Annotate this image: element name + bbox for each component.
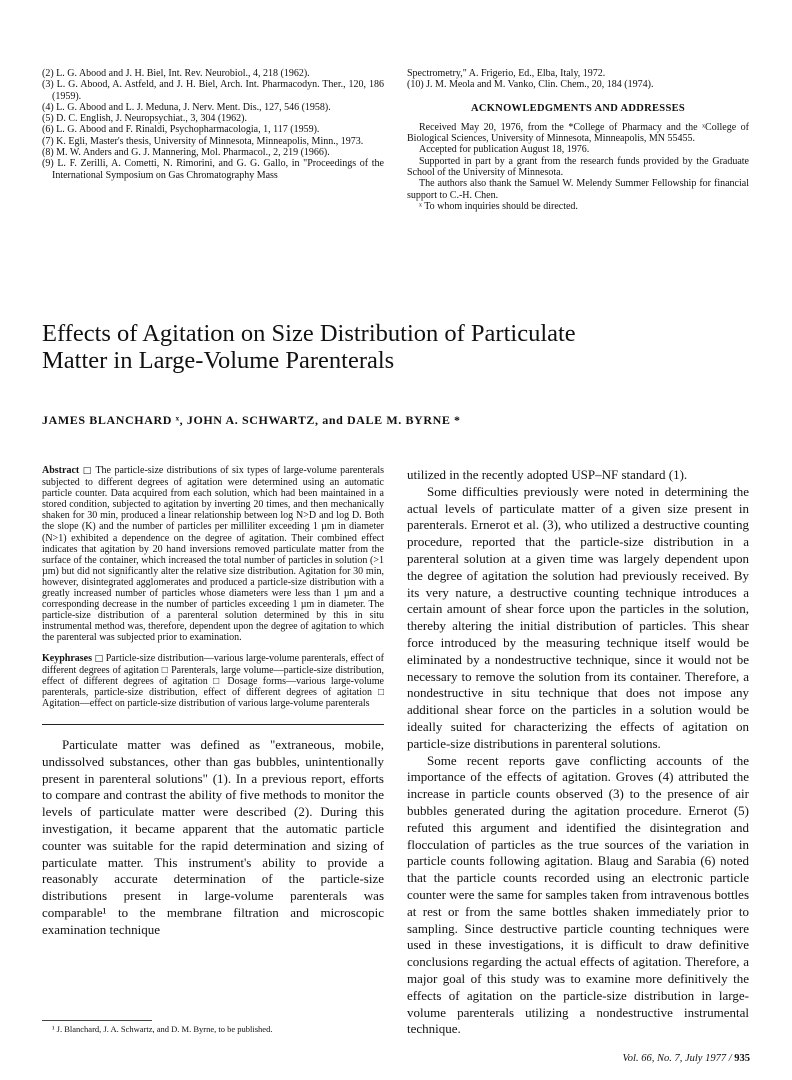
acknowledgment-paragraph: Supported in part by a grant from the research funds provided by the Graduate School of the University of Minnesota. [407, 155, 749, 179]
article-title: Effects of Agitation on Size Distribution of Particulate Matter in Large-Volume Parenterals [42, 320, 576, 374]
reference-item: (6) L. G. Abood and F. Rinaldi, Psychopharmacologia, 1, 117 (1959). [42, 124, 320, 136]
article-authors: JAMES BLANCHARD ˣ, JOHN A. SCHWARTZ, and DALE M. BYRNE * [42, 413, 461, 427]
body-paragraph: Particulate matter was defined as "extraneous, mobile, undissolved substances, other than gas bubbles, unintentionally present in parenteral solutions" (1). In a previous report, efforts to compare and contrast the ability of five methods to monitor the levels of particulate matter were described (2). During this investigation, it became apparent that the automatic particle counter was suitable for the rapid determination and sizing of particulate matter. This instrument's ability to provide a reasonably accurate determination of the particle-size distributions present in large-volume parenterals was comparable¹ to the membrane filtration and microscopic examination technique [42, 737, 384, 937]
abstract-divider [42, 724, 384, 725]
acknowledgment-paragraph: Accepted for publication August 18, 1976. [419, 144, 590, 156]
reference-item: (8) M. W. Anders and G. J. Mannering, Mol. Pharmacol., 2, 219 (1966). [42, 147, 330, 159]
reference-item: (4) L. G. Abood and L. J. Meduna, J. Nerv. Ment. Dis., 127, 546 (1958). [42, 101, 331, 113]
reference-item: (10) J. M. Meola and M. Vanko, Clin. Chem., 20, 184 (1974). [407, 79, 654, 91]
journal-issue: Vol. 66, No. 7, July 1977 / [622, 1053, 735, 1064]
body-paragraph: Some recent reports gave conflicting accounts of the importance of the effects of agitation. Groves (4) attributed the increase in particle counts observed (3) to the presence of air bubbles generated during the agitation procedure. Ernerot (5) refuted this argument and identified the disintegration and flocculation of particles as the true sources of the variation in particle counts following agitation. Blaug and Sarabia (6) noted that the particle counts recorded using an electronic particle counter were the same for samples taken from intravenous bottles at rest or from the same bottles shaken immediately prior to sampling. Since destructive particle counting techniques were used in these investigations, it is difficult to draw definitive conclusions regarding the actual effects of agitation. Therefore, a major goal of this study was to examine more definitively the effects of agitation on the particle-size distribution in large-volume parenterals utilizing a nondestructive instrumental technique. [407, 752, 749, 1037]
acknowledgment-paragraph: Received May 20, 1976, from the *College of Pharmacy and the ˣCollege of Biological Sciences, University of Minnesota, Minneapolis, MN 55455. [407, 121, 749, 145]
acknowledgment-paragraph: ˣ To whom inquiries should be directed. [419, 200, 578, 212]
body-paragraph: utilized in the recently adopted USP–NF standard (1). [407, 467, 688, 482]
footnote: ¹ J. Blanchard, J. A. Schwartz, and D. M. Byrne, to be published. [52, 1024, 273, 1034]
abstract-text: The particle-size distributions of six types of large-volume parenterals subjected to different degrees of agitation were determined using an automatic particle counter. Data acquired from each solution, which had been maintained in a stored condition, subjected to agitation by inverting 20 times, and then mechanically shaken for 30 min, produced a linear relationship between log N>D and log D. Both the slope (K) and the number of particles per milliliter exceeding 1 µm in diameter (N>1) exhibited a dependence on the degree of agitation. Their combined effect indicates that agitation by 20 hand inversions removed particulate matter from the surface of the container, which increased the total number of particles in solution (>1 µm) but did not significantly alter the relative size distribution. Agitation for 30 min, however, disintegrated agglomerates and produced a particle-size distribution with a greatly increased number of particles whose diameters were less than 1 µm and a corresponding decrease in the number of particles exceeding 1 µm in diameter. The particle-size distribution of a parenteral solution determined by this in situ instrumental method was, therefore, dependent upon the degree of agitation to which the parenteral was subjected prior to examination. [42, 465, 384, 644]
references-left [42, 68, 384, 181]
body-right-column [407, 467, 749, 1038]
abstract-label: Abstract [42, 465, 80, 476]
acknowledgments-section [407, 122, 749, 212]
keyphrases-label: Keyphrases [42, 652, 92, 664]
reference-item: (7) K. Egli, Master's thesis, University of Minnesota, Minneapolis, Minn., 1973. [42, 135, 364, 147]
reference-item: (9) L. F. Zerilli, A. Cometti, N. Rimorini, and G. G. Gallo, in "Proceedings of the International Symposium on Gas Chromatography Mass [42, 158, 384, 181]
acknowledgments-heading: ACKNOWLEDGMENTS AND ADDRESSES [470, 102, 686, 114]
box-icon: □ [94, 653, 104, 664]
body-left-column [42, 737, 384, 939]
body-paragraph: Some difficulties previously were noted in determining the actual levels of particulate matter of a given size present in parenterals. Ernerot et al. (3), who utilized a destructive counting procedure, reported that the particle-size distribution in a parenteral solution at a given time was largely dependent upon the degree of agitation the solution had previously received. By its very nature, a destructive counting technique introduces a certain amount of shear force upon the particles in the solution, thereby altering the initial distribution of particles. This shear force introduced by the measuring technique itself would be eliminated by a nondestructive technique, since it would not be necessary to remove the solution from its container. Therefore, a nondestructive in situ technique that does not impose any additional shear force on the particles in a solution would be ideally suited for characterizing the effects of agitation on particle-size distributions in parenteral solutions. [407, 483, 749, 751]
reference-item: Spectrometry," A. Frigerio, Ed., Elba, Italy, 1972. [407, 68, 606, 79]
page-folio [623, 1053, 750, 1064]
keyphrases-text: Particle-size distribution—various large-volume parenterals, effect of different degrees of agitation □ Parenterals, large volume—particle-size distribution, effect of different degrees of agitation □ Dosage forms—various large-volume parenterals, particle-size distribution, effect of different degrees of agitation □ Agitation—effect on particle-size distribution of various large-volume parenterals [42, 652, 384, 709]
abstract-block [42, 465, 384, 709]
references-right [407, 68, 749, 212]
reference-item: (3) L. G. Abood, A. Astfeld, and J. H. Biel, Arch. Int. Pharmacodyn. Ther., 120, 186 (1959). [42, 79, 384, 102]
acknowledgment-paragraph: The authors also thank the Samuel W. Melendy Summer Fellowship for financial support to C.-H. Chen. [407, 178, 749, 201]
reference-item: (2) L. G. Abood and J. H. Biel, Int. Rev. Neurobiol., 4, 218 (1962). [42, 68, 310, 79]
box-icon: □ [82, 466, 93, 476]
page-number: 935 [734, 1053, 750, 1064]
footnote-divider [42, 1020, 152, 1021]
reference-item: (5) D. C. English, J. Neuropsychiat., 3, 304 (1962). [42, 113, 247, 125]
